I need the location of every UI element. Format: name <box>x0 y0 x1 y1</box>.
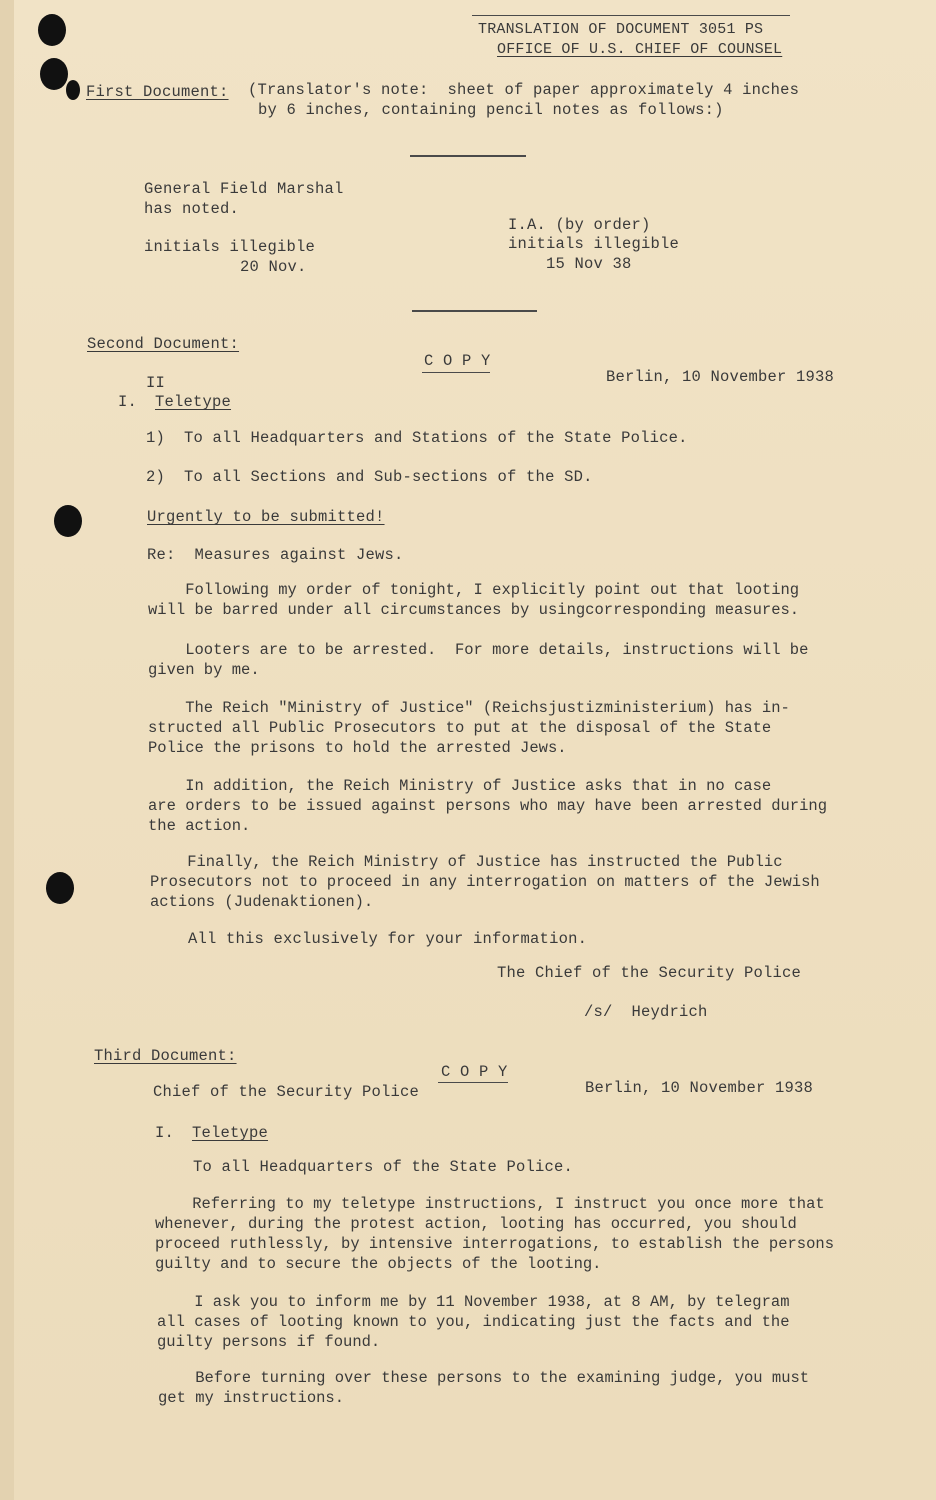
copy-heading: C O P Y <box>424 352 491 370</box>
signature-name: /s/ Heydrich <box>584 1003 708 1021</box>
header-line-2: OFFICE OF U.S. CHIEF OF COUNSEL <box>497 41 783 58</box>
urgent-notice: Urgently to be submitted! <box>147 508 385 526</box>
translator-note-line-2: by 6 inches, containing pencil notes as follows:) <box>258 101 724 119</box>
punch-hole <box>66 80 80 100</box>
paragraph-4: In addition, the Reich Ministry of Justice asks that in no case are orders to be issued against persons who may have been arrested during the action. <box>148 777 828 835</box>
sender-line: Chief of the Security Police <box>153 1083 420 1101</box>
punch-hole <box>54 505 82 537</box>
second-document-label: Second Document: <box>87 335 240 353</box>
signature-title: The Chief of the Security Police <box>497 964 802 982</box>
note-left-line-4: 20 Nov. <box>240 258 307 276</box>
third-document-date: Berlin, 10 November 1938 <box>585 1079 814 1097</box>
paragraph-1: Following my order of tonight, I explicitly point out that looting will be barred under all circumstances by usingcorresponding measures. <box>148 581 800 619</box>
paragraph-5: Finally, the Reich Ministry of Justice has instructed the Public Prosecutors not to proceed in any interrogation on matters of the Jewish actions (Judenaktionen). <box>150 853 820 911</box>
paragraph-9: Before turning over these persons to the examining judge, you must get my instructions. <box>158 1369 810 1407</box>
note-left-line-2: has noted. <box>144 200 240 218</box>
divider <box>412 310 537 312</box>
recipient-line-1: 1) To all Headquarters and Stations of the State Police. <box>146 429 688 447</box>
paragraph-6: All this exclusively for your information. <box>150 930 588 948</box>
note-left-line-1: General Field Marshal <box>144 180 344 198</box>
recipient-line-2: 2) To all Sections and Sub-sections of the SD. <box>146 468 593 486</box>
divider <box>410 155 526 157</box>
paragraph-7: Referring to my teletype instructions, I instruct you once more that whenever, during the protest action, looting has occurred, you should proceed ruthlessly, by intensive interrogations, to establish the persons guilty and to secure the objects of the looting. <box>155 1195 835 1273</box>
teletype-heading: Teletype <box>155 393 232 411</box>
item-number: I. <box>118 393 138 411</box>
paragraph-8: I ask you to inform me by 11 November 1938, at 8 AM, by telegram all cases of looting known to you, indicating just the facts and the guilty persons if found. <box>157 1293 790 1351</box>
punch-hole <box>46 872 74 904</box>
punch-hole <box>40 58 68 90</box>
recipient-line-3: To all Headquarters of the State Police. <box>193 1158 574 1176</box>
paragraph-3: The Reich "Ministry of Justice" (Reichsjustizministerium) has in- structed all Public Prosecutors to put at the disposal of the State Police the prisons to hold the arrested Jews. <box>148 699 790 757</box>
note-right-line-2: initials illegible <box>508 235 680 253</box>
teletype-heading-2: Teletype <box>192 1124 269 1142</box>
third-document-label: Third Document: <box>94 1047 237 1065</box>
roman-numeral: II <box>146 374 166 392</box>
second-document-date: Berlin, 10 November 1938 <box>606 368 835 386</box>
note-left-line-3: initials illegible <box>144 238 316 256</box>
paragraph-2: Looters are to be arrested. For more details, instructions will be given by me. <box>148 641 809 679</box>
subject-line: Re: Measures against Jews. <box>147 546 404 564</box>
item-number-2: I. <box>155 1124 175 1142</box>
first-document-label: First Document: <box>86 83 229 101</box>
header-rule <box>472 15 790 16</box>
page-edge <box>0 0 14 1500</box>
copy-rule-2 <box>438 1082 508 1083</box>
punch-hole <box>38 14 66 46</box>
translator-note-line-1: (Translator's note: sheet of paper approximately 4 inches <box>248 81 800 99</box>
copy-heading-2: C O P Y <box>441 1063 508 1081</box>
header-line-1: TRANSLATION OF DOCUMENT 3051 PS <box>478 21 764 38</box>
copy-rule <box>422 372 490 373</box>
note-right-line-3: 15 Nov 38 <box>546 255 632 273</box>
note-right-line-1: I.A. (by order) <box>508 216 651 234</box>
